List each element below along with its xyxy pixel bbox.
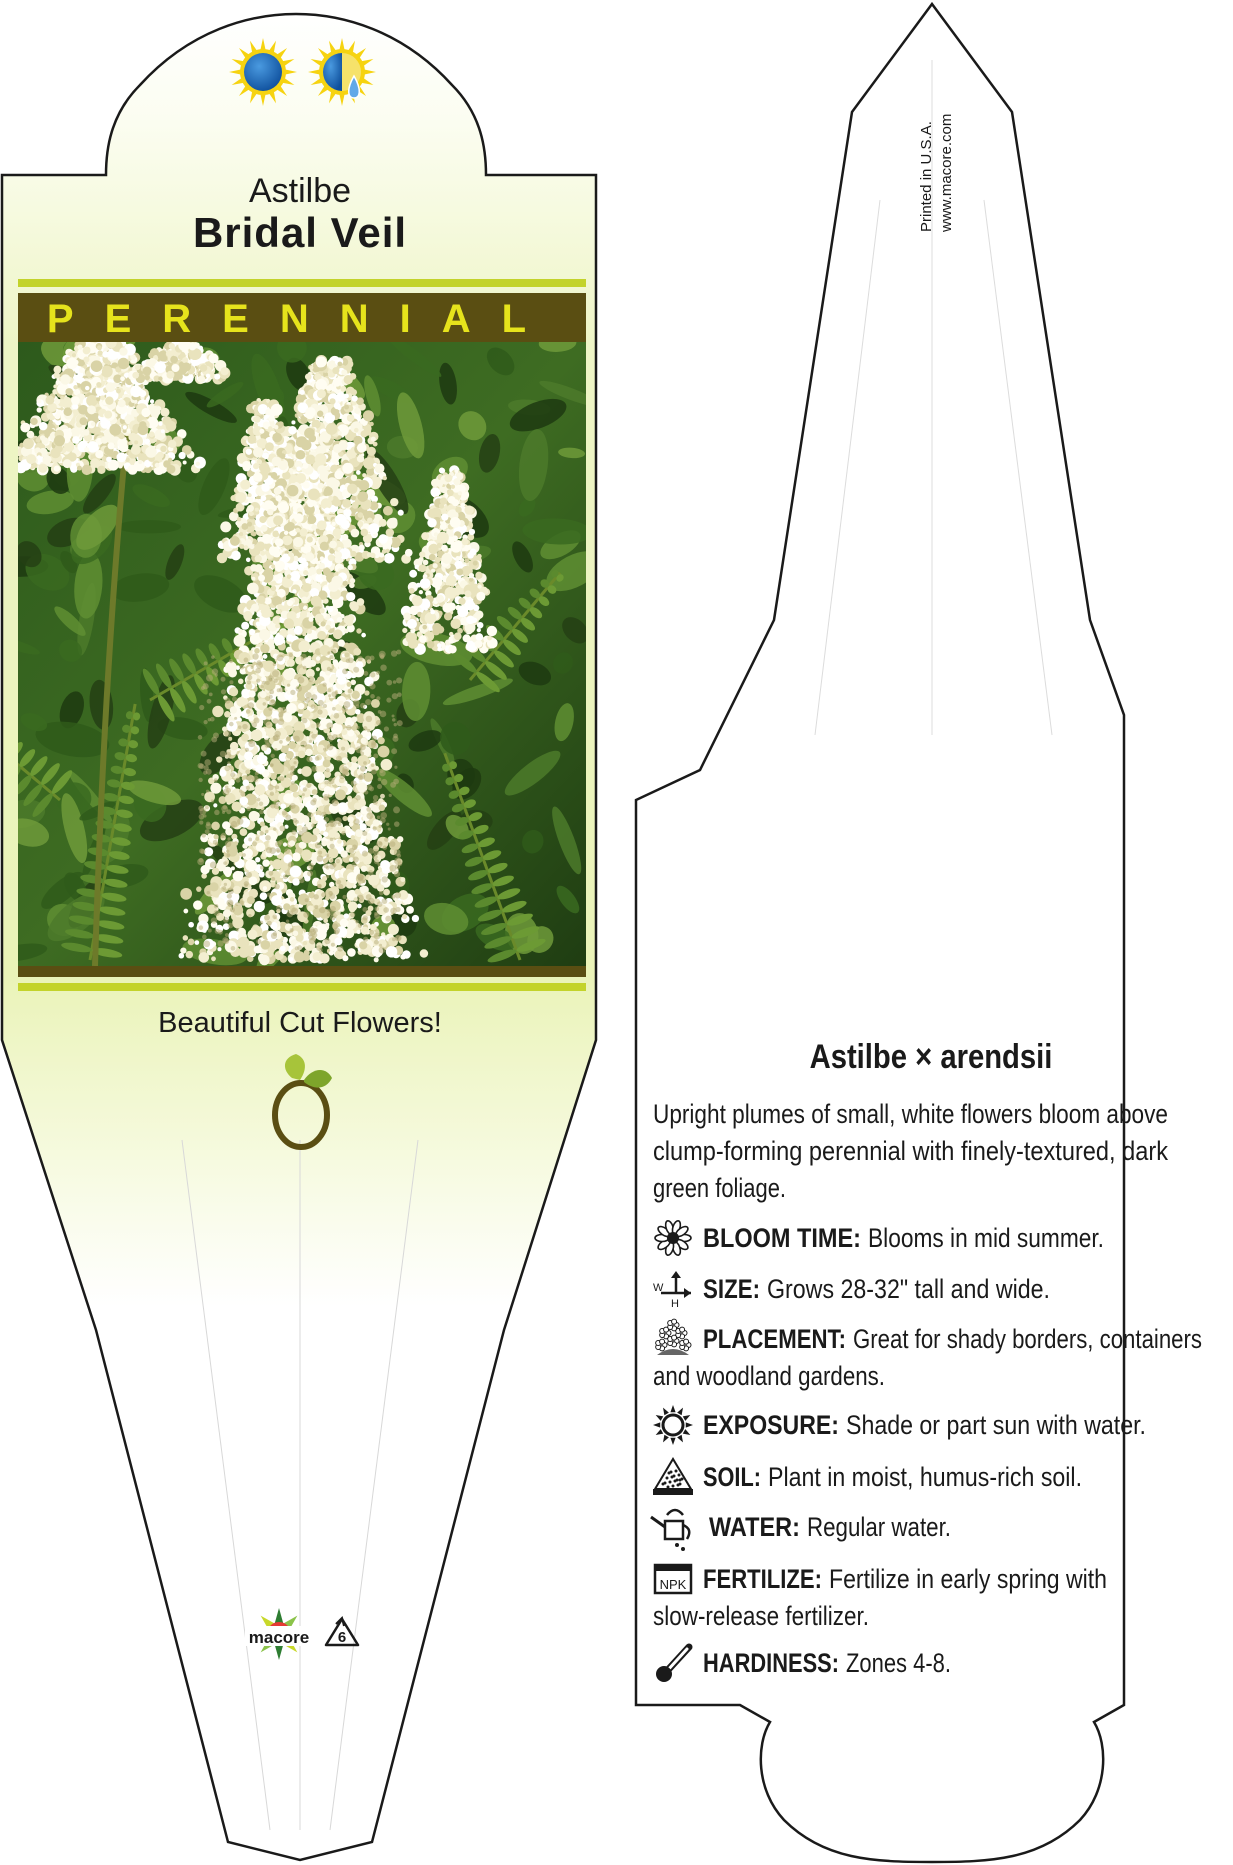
stripe-top [18,279,586,287]
care-text: Shade or part sun with water. [846,1410,1146,1440]
printed-in-usa: Printed in U.S.A. [918,121,935,232]
care-text-continued: slow-release fertilizer. [653,1601,869,1631]
description-line: green foliage. [653,1173,786,1203]
care-label: SOIL: [703,1462,761,1492]
care-label: SIZE: [703,1274,760,1304]
recycle-number: 6 [337,1629,347,1646]
care-text: Grows 28-32" tall and wide. [767,1274,1050,1304]
care-label: WATER: [709,1512,800,1542]
plant-photo [0,308,608,979]
description-line: clump-forming perennial with finely-textured, dark [653,1136,1169,1166]
care-item [653,1405,1146,1445]
care-text: Zones 4-8. [846,1648,951,1678]
back-tag [636,4,1202,1862]
care-text: Regular water. [807,1512,951,1542]
part-shade-water-icon [308,38,376,106]
care-item [655,1220,1104,1256]
care-label: BLOOM TIME: [703,1223,861,1253]
care-label: FERTILIZE: [703,1564,822,1594]
description-line: Upright plumes of small, white flowers bloom above [653,1099,1168,1129]
care-label: HARDINESS: [703,1648,839,1678]
care-text: Blooms in mid summer. [868,1223,1104,1253]
care-item [653,1459,1082,1495]
stripe-bottom [18,983,586,991]
category-label: PERENNIAL [46,297,558,341]
website: www.macore.com [938,113,955,232]
care-label: EXPOSURE: [703,1410,839,1440]
care-text-continued: and woodland gardens. [653,1361,885,1391]
care-text: Fertilize in early spring with [829,1564,1107,1594]
npk-icon [655,1565,691,1593]
genus-name: Astilbe [248,172,352,210]
full-sun-icon [229,38,297,106]
care-text: Plant in moist, humus-rich soil. [768,1462,1082,1492]
front-tag [0,14,608,1860]
care-label: PLACEMENT: [703,1324,846,1354]
species-title: Astilbe × arendsii [809,1036,1053,1076]
care-text: Great for shady borders, containers [853,1324,1202,1354]
logo-text: macore [248,1628,310,1647]
cultivar-name: Bridal Veil [192,209,408,256]
tagline: Beautiful Cut Flowers! [158,1007,442,1039]
stripe-bottom-band [18,966,586,977]
